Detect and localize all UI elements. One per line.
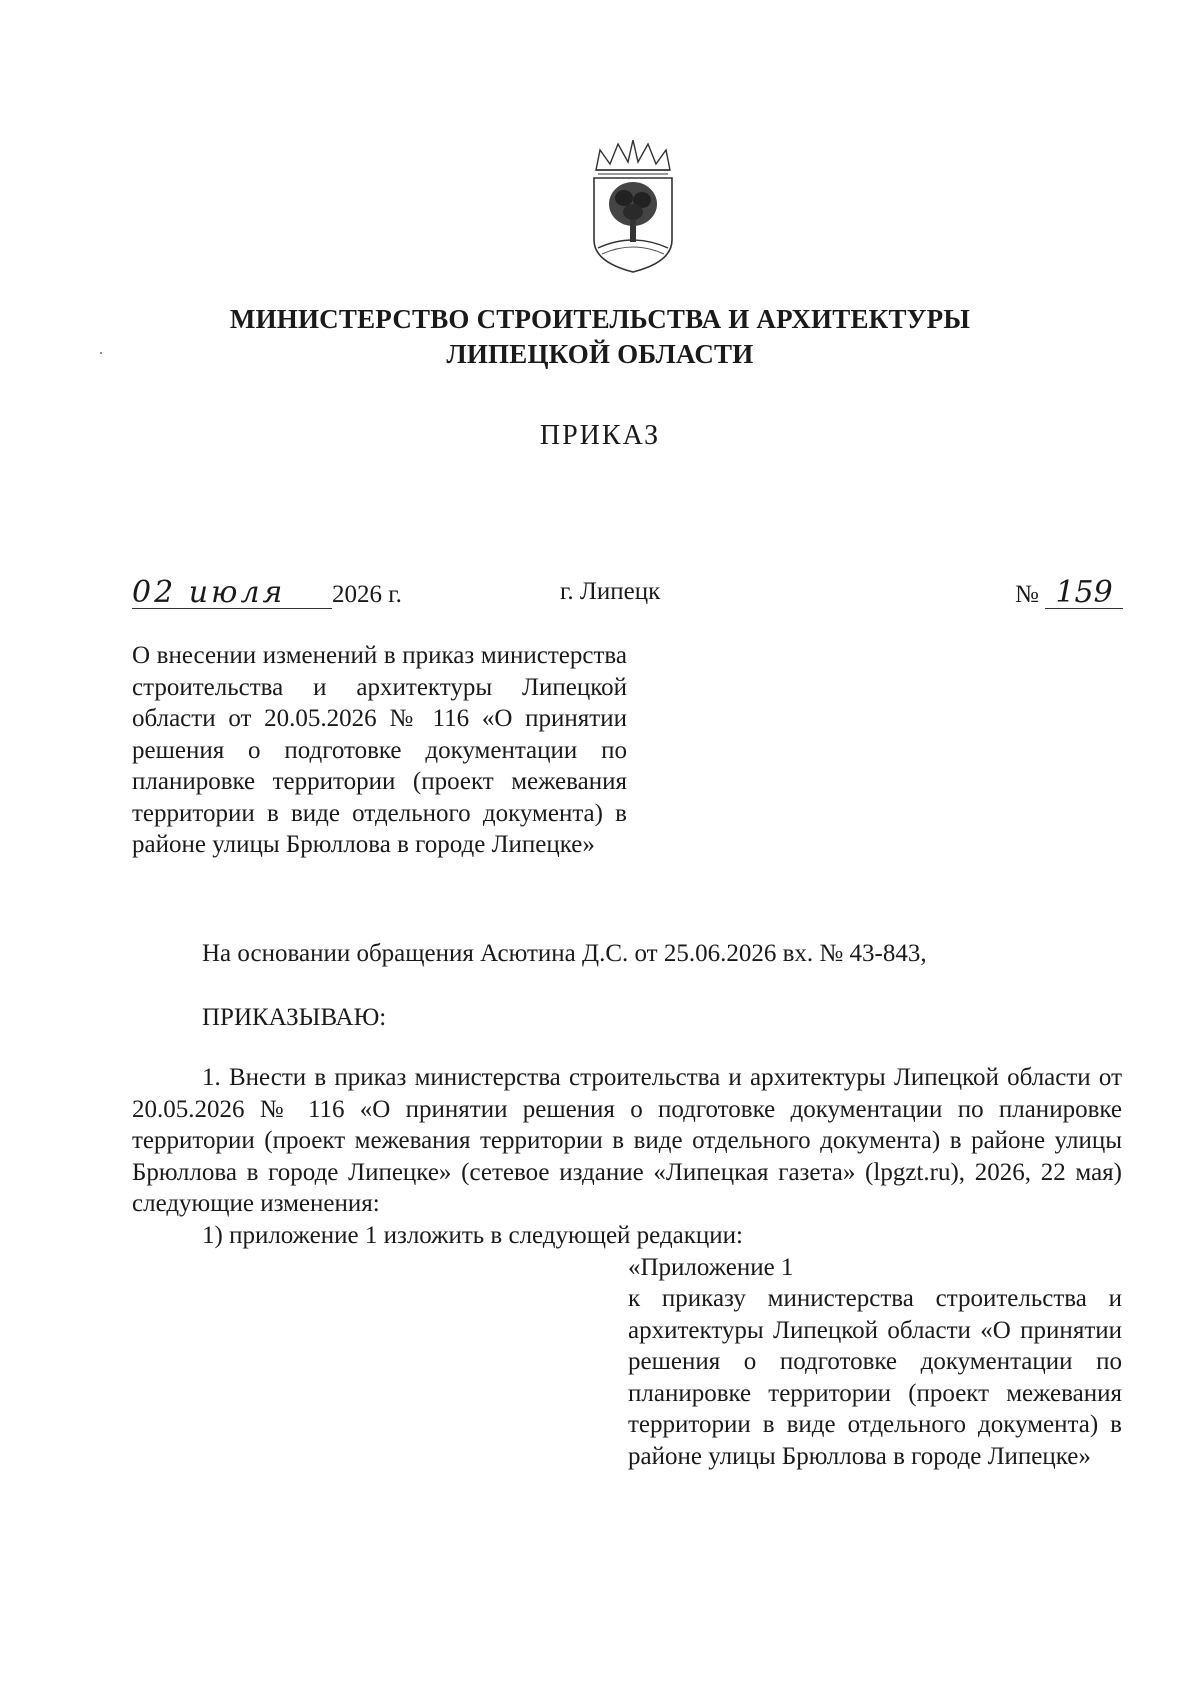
ministry-name-line2: ЛИПЕЦКОЙ ОБЛАСТИ <box>446 339 754 369</box>
order-subpoint-1: 1) приложение 1 изложить в следующей редакции: <box>202 1222 743 1249</box>
number-sign: № <box>1015 581 1039 608</box>
order-verb: ПРИКАЗЫВАЮ: <box>202 1004 387 1031</box>
order-year: 2026 г. <box>332 581 402 608</box>
ministry-name <box>0 302 1200 372</box>
appendix-title: «Приложение 1 <box>628 1254 794 1281</box>
order-point-1: 1. Внести в приказ министерства строительства и архитектуры Липецкой области от 20.05.2026 № 116 «О принятии решения о подготовке документации по планировке территории (проект межевания территории в виде отдельного документа) в районе улицы Брюллова в городе Липецке» (сетевое издание «Липецкая газета» (lpgzt.ru), 2026, 22 мая) следующие изменения: <box>132 1064 1122 1217</box>
order-basis: На основании обращения Асютина Д.С. от 25.06.2026 вх. № 43-843, <box>202 940 927 967</box>
order-city: г. Липецк <box>560 578 661 605</box>
handwritten-number: 159 <box>1045 578 1123 609</box>
document-type: ПРИКАЗ <box>539 420 661 451</box>
order-date <box>132 575 402 610</box>
ministry-name-line1: МИНИСТЕРСТВО СТРОИТЕЛЬСТВА И АРХИТЕКТУРЫ <box>229 304 971 334</box>
appendix-body: к приказу министерства строительства и архитектуры Липецкой области «О принятии решения о подготовке документации по планировке территории (проект межевания территории в виде отдельного документа) в районе улицы Брюллова в городе Липецке» <box>628 1285 1122 1470</box>
lipetsk-coat-of-arms-icon <box>588 140 678 275</box>
order-number <box>1015 575 1123 610</box>
order-subject: О внесении изменений в приказ министерства строительства и архитектуры Липецкой области от 20.05.2026 № 116 «О принятии решения о подготовке документации по планировке территории (проект межевания территории в виде отдельного документа) в районе улицы Брюллова в городе Липецке» <box>132 642 627 858</box>
handwritten-date: 02 июля <box>132 578 332 609</box>
